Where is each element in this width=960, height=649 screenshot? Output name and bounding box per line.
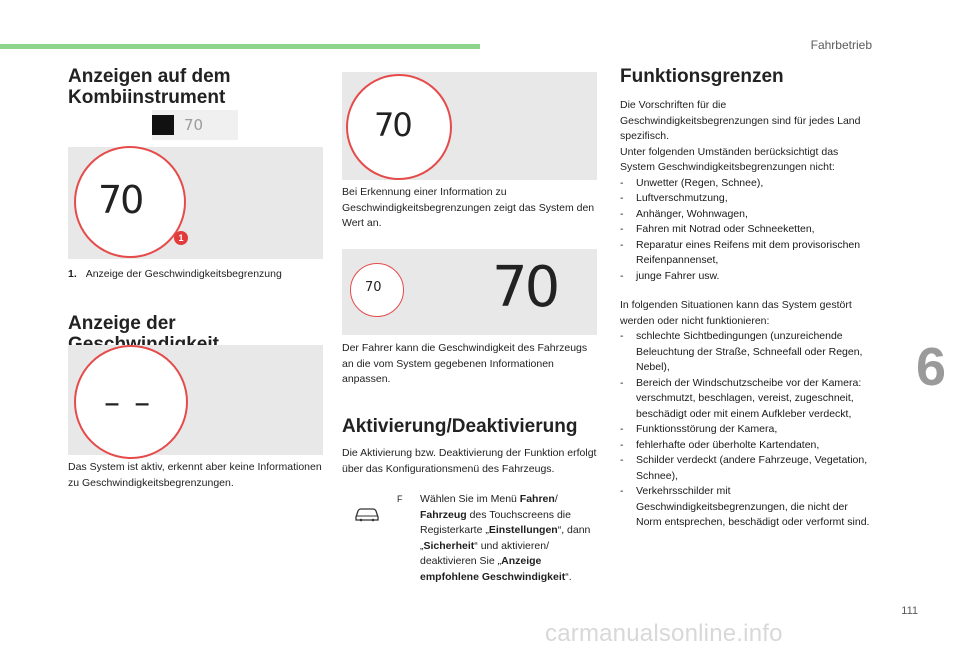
display-black-segment	[152, 115, 174, 135]
large-speed-value: 70	[492, 255, 558, 320]
body-text-1: Bei Erkennung einer Information zu Geschwindigkeitsbegrenzungen zeigt das System den Wert an.	[342, 186, 595, 229]
instruction-block	[398, 492, 598, 585]
top-accent-bar	[0, 44, 480, 49]
instruction-text: Wählen Sie im Menü Fahren/ Fahrzeug des Touchscreens die Registerkarte „Einstellungen“, dann „Sicherheit“ und aktivieren/ deaktivieren Sie „Anzeige empfohlene Geschwindigkeit“.	[420, 493, 591, 583]
car-settings-icon	[352, 504, 382, 524]
list-item: - fehlerhafte oder überholte Kartendaten,	[620, 438, 875, 454]
watermark: carmanualsonline.info	[545, 620, 783, 647]
lead-text-2: In folgenden Situationen kann das System gestört werden oder nicht funktionieren:	[620, 299, 852, 327]
legend-item: 1. Anzeige der Geschwindigkeitsbegrenzung	[68, 268, 282, 280]
situations-list	[620, 329, 875, 531]
instrument-panel-3	[342, 72, 597, 180]
list-item: - Bereich der Windschutzscheibe vor der Kamera: verschmutzt, beschlagen, vereist, zugeschneit, beschädigt oder mit einem Aufkleber verdeckt,	[620, 376, 875, 423]
speed-sign	[346, 74, 452, 180]
list-item: - Unwetter (Regen, Schnee),	[620, 176, 875, 192]
list-item: - Fahren mit Notrad oder Schneeketten,	[620, 222, 875, 238]
section-label: Fahrbetrieb	[810, 38, 872, 52]
instrument-panel-2	[68, 345, 323, 455]
instrument-panel-4	[342, 249, 597, 335]
small-speed-sign	[350, 263, 404, 317]
instrument-panel-1	[68, 147, 323, 259]
intro-text: Die Vorschriften für die Geschwindigkeitsbegrenzungen sind für jedes Land spezifisch.	[620, 99, 861, 142]
list-item: - Anhänger, Wohnwagen,	[620, 207, 875, 223]
list-item: - Verkehrsschilder mit Geschwindigkeitsbegrenzungen, die nicht der Norm entsprechen, beschädigt oder verformt sind.	[620, 484, 875, 531]
list-item: - Reparatur eines Reifens mit dem provisorischen Reifenpannenset,	[620, 238, 875, 269]
limits-content	[620, 98, 875, 531]
section-heading-activation: Aktivierung/Deaktivierung	[342, 416, 578, 437]
chapter-number: 6	[915, 337, 946, 397]
speed-value: 70	[98, 178, 143, 222]
speed-sign-empty	[74, 345, 188, 459]
body-text: Das System ist aktiv, erkennt aber keine Informationen zu Geschwindigkeitsbegrenzungen.	[68, 461, 322, 489]
instrument-small-display	[152, 110, 238, 140]
page-title: Anzeigen auf dem Kombiinstrument	[68, 66, 231, 108]
callout-badge: 1	[174, 231, 188, 245]
lead-text-1: Unter folgenden Umständen berücksichtigt das System Geschwindigkeitsbegrenzungen nicht:	[620, 145, 839, 173]
instruction-bullet: F	[397, 494, 403, 504]
small-speed-value: 70	[365, 280, 382, 295]
speed-value: 70	[374, 106, 411, 144]
list-item: - Funktionsstörung der Kamera,	[620, 422, 875, 438]
section-heading-limits: Funktionsgrenzen	[620, 66, 784, 87]
list-item: - junge Fahrer usw.	[620, 269, 875, 285]
body-text-3: Die Aktivierung bzw. Deaktivierung der Funktion erfolgt über das Konfigurationsmenü des Fahrzeugs.	[342, 447, 597, 475]
list-item: - schlechte Sichtbedingungen (unzureichende Beleuchtung der Straße, Schneefall oder Regen, Nebel),	[620, 329, 875, 376]
dash-display: – –	[104, 383, 153, 421]
speed-sign	[74, 146, 186, 258]
conditions-list	[620, 176, 875, 285]
page-number: 111	[901, 605, 918, 617]
list-item: - Luftverschmutzung,	[620, 191, 875, 207]
small-display-value: 70	[184, 116, 204, 134]
section-heading-speed: Anzeige der	[68, 313, 176, 334]
body-text-2: Der Fahrer kann die Geschwindigkeit des Fahrzeugs an die vom System gegebenen Informationen anpassen.	[342, 342, 588, 385]
list-item: - Schilder verdeckt (andere Fahrzeuge, Vegetation, Schnee),	[620, 453, 875, 484]
